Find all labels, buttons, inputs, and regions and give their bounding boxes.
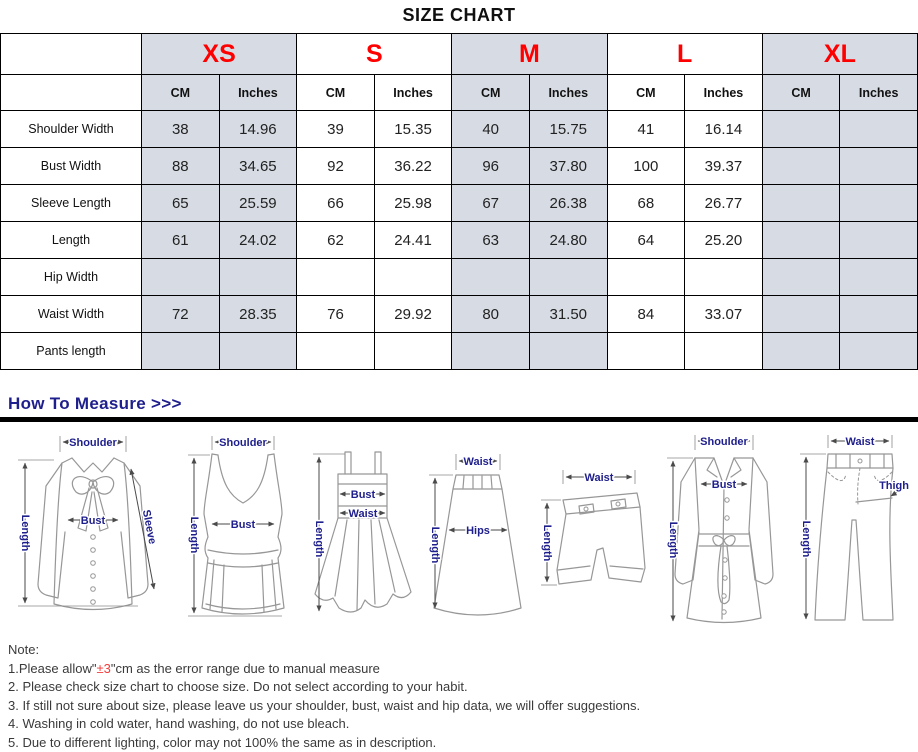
measure-diagram-shorts bbox=[533, 466, 653, 606]
value-cell bbox=[297, 333, 375, 370]
value-cell: 25.98 bbox=[374, 185, 452, 222]
value-cell: 14.96 bbox=[219, 111, 297, 148]
note-line-1-highlight: ±3 bbox=[96, 661, 110, 676]
label-shoulder: Shoulder bbox=[219, 437, 267, 449]
value-cell bbox=[840, 296, 918, 333]
note-line-2: 2. Please check size chart to choose size. Do not select according to your habit. bbox=[8, 678, 918, 697]
measure-diagrams bbox=[0, 422, 918, 632]
table-row bbox=[1, 296, 918, 333]
size-table-body bbox=[1, 111, 918, 370]
label-length: Length bbox=[541, 525, 553, 562]
value-cell: 39 bbox=[297, 111, 375, 148]
value-cell: 68 bbox=[607, 185, 685, 222]
value-cell: 24.41 bbox=[374, 222, 452, 259]
skirt-outline bbox=[434, 475, 521, 615]
value-cell: 15.35 bbox=[374, 111, 452, 148]
value-cell: 41 bbox=[607, 111, 685, 148]
measure-diagram-skirt bbox=[426, 450, 526, 625]
value-cell bbox=[607, 259, 685, 296]
label-thigh: Thigh bbox=[879, 480, 909, 492]
unit-header-inches: Inches bbox=[685, 75, 763, 111]
value-cell bbox=[840, 111, 918, 148]
unit-header-cm: CM bbox=[762, 75, 840, 111]
notes-heading: Note: bbox=[8, 641, 918, 660]
unit-header-cm: CM bbox=[452, 75, 530, 111]
value-cell bbox=[607, 333, 685, 370]
row-label: Sleeve Length bbox=[1, 185, 142, 222]
measure-diagram-blouse bbox=[8, 432, 178, 630]
value-cell: 100 bbox=[607, 148, 685, 185]
value-cell: 33.07 bbox=[685, 296, 763, 333]
unit-header-cm: CM bbox=[297, 75, 375, 111]
value-cell: 39.37 bbox=[685, 148, 763, 185]
value-cell bbox=[762, 148, 840, 185]
value-cell: 34.65 bbox=[219, 148, 297, 185]
unit-header-cm: CM bbox=[607, 75, 685, 111]
row-label: Waist Width bbox=[1, 296, 142, 333]
value-cell: 67 bbox=[452, 185, 530, 222]
value-cell: 38 bbox=[142, 111, 220, 148]
value-cell: 64 bbox=[607, 222, 685, 259]
value-cell bbox=[762, 222, 840, 259]
pants-outline bbox=[815, 454, 893, 620]
size-header-l: L bbox=[607, 34, 762, 75]
value-cell bbox=[297, 259, 375, 296]
note-line-5: 5. Due to different lighting, color may not 100% the same as in description. bbox=[8, 734, 918, 752]
dress-outline bbox=[315, 452, 411, 612]
table-row bbox=[1, 333, 918, 370]
measure-diagram-dress bbox=[305, 444, 420, 629]
value-cell bbox=[762, 185, 840, 222]
label-waist: Waist bbox=[464, 456, 493, 468]
label-hips: Hips bbox=[467, 525, 491, 537]
value-cell: 26.77 bbox=[685, 185, 763, 222]
value-cell: 26.38 bbox=[529, 185, 607, 222]
value-cell bbox=[762, 111, 840, 148]
value-cell bbox=[374, 333, 452, 370]
label-length: Length bbox=[313, 521, 325, 558]
value-cell: 37.80 bbox=[529, 148, 607, 185]
value-cell: 92 bbox=[297, 148, 375, 185]
label-length: Length bbox=[800, 521, 812, 558]
unit-header-inches: Inches bbox=[374, 75, 452, 111]
label-length: Length bbox=[19, 515, 31, 552]
row-label: Hip Width bbox=[1, 259, 142, 296]
table-row bbox=[1, 222, 918, 259]
size-header-xl: XL bbox=[762, 34, 917, 75]
row-label: Length bbox=[1, 222, 142, 259]
value-cell bbox=[142, 333, 220, 370]
value-cell: 80 bbox=[452, 296, 530, 333]
size-header-xs: XS bbox=[142, 34, 297, 75]
value-cell bbox=[685, 333, 763, 370]
value-cell: 88 bbox=[142, 148, 220, 185]
note-line-3: 3. If still not sure about size, please leave us your shoulder, bust, waist and hip data, we will offer suggestions. bbox=[8, 697, 918, 716]
unit-header-cm: CM bbox=[142, 75, 220, 111]
label-bust: Bust bbox=[231, 519, 256, 531]
value-cell: 36.22 bbox=[374, 148, 452, 185]
value-cell: 96 bbox=[452, 148, 530, 185]
shorts-outline bbox=[557, 493, 645, 584]
measure-diagram-coat bbox=[659, 432, 784, 630]
value-cell: 24.80 bbox=[529, 222, 607, 259]
value-cell bbox=[529, 333, 607, 370]
corner-cell bbox=[1, 34, 142, 75]
value-cell bbox=[840, 333, 918, 370]
measure-diagram-tank bbox=[184, 432, 299, 630]
value-cell bbox=[840, 185, 918, 222]
label-sleeve: Sleeve bbox=[140, 509, 158, 546]
label-length: Length bbox=[667, 522, 679, 559]
shorts-measure-arrows bbox=[541, 470, 635, 585]
value-cell bbox=[452, 259, 530, 296]
tank-outline bbox=[202, 454, 284, 614]
value-cell bbox=[762, 259, 840, 296]
blouse-outline bbox=[38, 458, 148, 610]
label-length: Length bbox=[429, 527, 441, 564]
notes-section bbox=[8, 641, 918, 752]
table-row bbox=[1, 111, 918, 148]
value-cell bbox=[840, 148, 918, 185]
value-cell bbox=[762, 296, 840, 333]
table-row bbox=[1, 259, 918, 296]
label-shoulder: Shoulder bbox=[700, 436, 748, 448]
table-row bbox=[1, 148, 918, 185]
value-cell bbox=[219, 333, 297, 370]
value-cell bbox=[685, 259, 763, 296]
size-chart-table bbox=[0, 33, 918, 370]
unit-header-row bbox=[1, 75, 918, 111]
size-header-row bbox=[1, 34, 918, 75]
label-waist: Waist bbox=[845, 436, 874, 448]
value-cell bbox=[142, 259, 220, 296]
note-line-1 bbox=[8, 660, 918, 679]
note-line-1-pre: 1.Please allow" bbox=[8, 661, 96, 676]
value-cell bbox=[840, 222, 918, 259]
row-label: Shoulder Width bbox=[1, 111, 142, 148]
value-cell: 62 bbox=[297, 222, 375, 259]
row-label: Pants length bbox=[1, 333, 142, 370]
label-length: Length bbox=[188, 517, 200, 554]
label-bust: Bust bbox=[712, 479, 737, 491]
value-cell: 84 bbox=[607, 296, 685, 333]
value-cell: 31.50 bbox=[529, 296, 607, 333]
how-to-measure-heading: How To Measure >>> bbox=[8, 394, 918, 414]
label-shoulder: Shoulder bbox=[69, 437, 117, 449]
value-cell: 72 bbox=[142, 296, 220, 333]
value-cell bbox=[374, 259, 452, 296]
note-line-4: 4. Washing in cold water, hand washing, do not use bleach. bbox=[8, 715, 918, 734]
unit-header-inches: Inches bbox=[219, 75, 297, 111]
row-label: Bust Width bbox=[1, 148, 142, 185]
label-bust: Bust bbox=[81, 515, 106, 527]
table-row bbox=[1, 185, 918, 222]
label-bust: Bust bbox=[351, 489, 376, 501]
unit-header-inches: Inches bbox=[840, 75, 918, 111]
value-cell: 61 bbox=[142, 222, 220, 259]
value-cell: 40 bbox=[452, 111, 530, 148]
value-cell: 65 bbox=[142, 185, 220, 222]
value-cell: 66 bbox=[297, 185, 375, 222]
value-cell: 24.02 bbox=[219, 222, 297, 259]
label-waist: Waist bbox=[584, 472, 613, 484]
value-cell: 25.20 bbox=[685, 222, 763, 259]
value-cell: 28.35 bbox=[219, 296, 297, 333]
size-header-m: M bbox=[452, 34, 607, 75]
note-line-1-post: "cm as the error range due to manual measure bbox=[111, 661, 380, 676]
value-cell bbox=[840, 259, 918, 296]
value-cell bbox=[762, 333, 840, 370]
value-cell: 15.75 bbox=[529, 111, 607, 148]
value-cell: 25.59 bbox=[219, 185, 297, 222]
value-cell bbox=[529, 259, 607, 296]
value-cell: 76 bbox=[297, 296, 375, 333]
label-waist: Waist bbox=[349, 508, 378, 520]
corner-cell bbox=[1, 75, 142, 111]
value-cell: 29.92 bbox=[374, 296, 452, 333]
value-cell: 63 bbox=[452, 222, 530, 259]
value-cell: 16.14 bbox=[685, 111, 763, 148]
unit-header-inches: Inches bbox=[529, 75, 607, 111]
value-cell bbox=[219, 259, 297, 296]
measure-diagram-pants bbox=[790, 432, 910, 630]
size-header-s: S bbox=[297, 34, 452, 75]
value-cell bbox=[452, 333, 530, 370]
page-title: SIZE CHART bbox=[0, 0, 918, 26]
